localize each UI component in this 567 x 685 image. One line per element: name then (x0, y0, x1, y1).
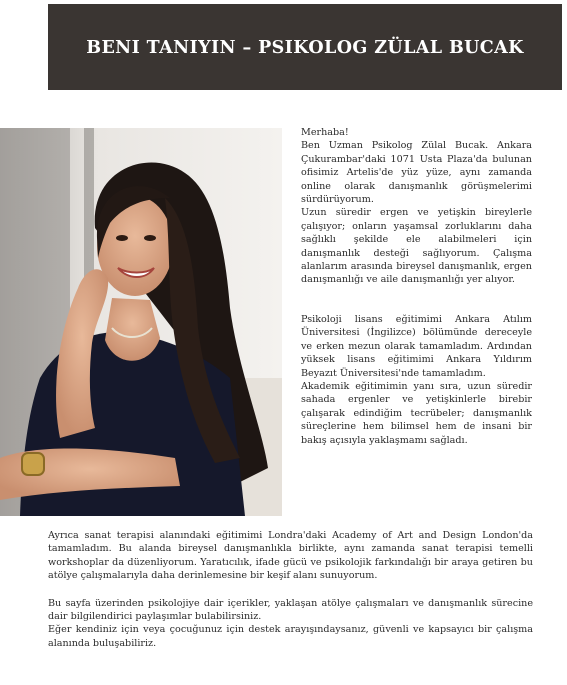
intro-paragraph-2: Uzun süredir ergen ve yetişkin bireylerle çalışıyor; onların yaşamsal zorluklarını daha sağlıklı şekilde ele alabilmeleri için danışmanlık desteği sağlıyorum. Çalışma alanlarım arasında bireysel danışmanlık, ergen danışmanlığı ve aile danışmanlığı yer alıyor. (301, 207, 532, 286)
portrait-photo (0, 128, 282, 516)
intro-column (301, 126, 532, 447)
intro-paragraph-1: Ben Uzman Psikolog Zülal Bucak. Ankara Çukurambar'daki 1071 Usta Plaza'da bulunan ofisimiz Artelis'de yüz yüze, aynı zamanda online olarak danışmanlık görüşmelerimi sürdürüyorum. (301, 140, 532, 206)
greeting: Merhaba! (301, 127, 349, 138)
page-title: BENI TANIYIN – PSIKOLOG ZÜLAL BUCAK (86, 38, 524, 58)
portrait-illustration (0, 128, 282, 516)
bottom-text (48, 529, 533, 650)
support-paragraph: Eğer kendiniz için veya çocuğunuz için destek arayışındaysanız, güvenli ve kapsayıcı bir çalışma alanında buluşabiliriz. (48, 624, 533, 649)
education-paragraph-2: Akademik eğitimimin yanı sıra, uzun süredir sahada ergenler ve yetişkinlerle birebir çalışarak edindiğim tecrübeler; danışmanlık süreçlerine hem bilimsel hem de insani bir bakış açısıyla yaklaşmamı sağladı. (301, 380, 532, 446)
title-banner (48, 4, 562, 90)
page-info-paragraph: Bu sayfa üzerinden psikolojiye dair içerikler, yaklaşan atölye çalışmaları ve danışmanlık sürecine dair bilgilendirici paylaşımlar bulabilirsiniz. (48, 597, 533, 623)
art-therapy-paragraph: Ayrıca sanat terapisi alanındaki eğitimimi Londra'daki Academy of Art and Design London'da tamamladım. Bu alanda bireysel danışmanlıkla birlikte, aynı zamanda sanat terapisi temelli workshoplar da düzenliyorum. Yaratıcılık, ifade gücü ve psikolojik farkındalığı bir araya getiren bu atölye çalışmalarıyla daha derinlemesine bir keşif alanı sunuyorum. (48, 530, 533, 582)
education-paragraph-1: Psikoloji lisans eğitimimi Ankara Atılım Üniversitesi (İngilizce) bölümünde dereceyle ve erken mezun olarak tamamladım. Ardından yüksek lisans eğitimimi Ankara Yıldırım Beyazıt Üniversitesi'nde tamamladım. (301, 313, 532, 379)
